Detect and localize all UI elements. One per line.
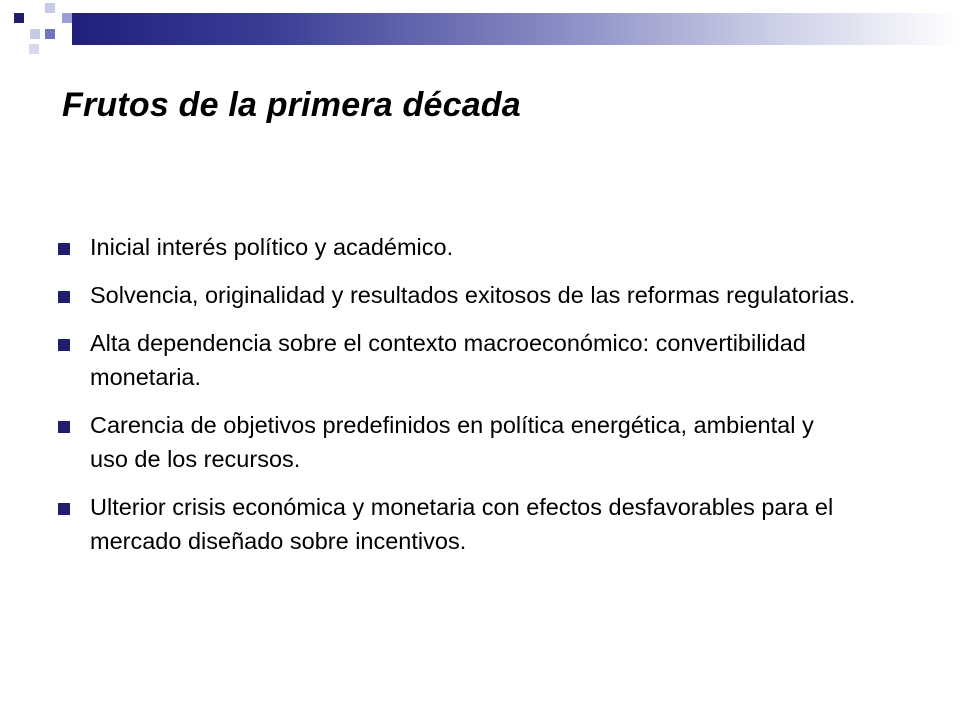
bullet-item — [58, 326, 858, 394]
bullet-item — [58, 278, 858, 312]
header-gradient-bar — [72, 13, 960, 45]
bullet-item — [58, 490, 858, 558]
bullet-text: Ulterior crisis económica y monetaria con efectos desfavorables para el mercado diseñado sobre incentivos. — [90, 494, 834, 554]
bullet-text: Inicial interés político y académico. — [90, 234, 454, 260]
decorative-square — [45, 3, 55, 13]
bullet-item — [58, 408, 858, 476]
square-bullet-icon — [58, 339, 70, 351]
slide-title: Frutos de la primera década — [62, 86, 521, 124]
decorative-square — [14, 13, 24, 23]
bullet-text: Solvencia, originalidad y resultados exitosos de las reformas regulatorias. — [90, 282, 856, 308]
decorative-square — [30, 29, 40, 39]
bullet-item — [58, 230, 858, 264]
bullet-text: Carencia de objetivos predefinidos en política energética, ambiental y uso de los recursos. — [90, 412, 814, 472]
square-bullet-icon — [58, 243, 70, 255]
bullet-text: Alta dependencia sobre el contexto macroeconómico: convertibilidad monetaria. — [90, 330, 806, 390]
decorative-square — [62, 13, 72, 23]
bullet-list — [58, 230, 858, 572]
square-bullet-icon — [58, 503, 70, 515]
decorative-square — [45, 29, 55, 39]
square-bullet-icon — [58, 421, 70, 433]
square-bullet-icon — [58, 291, 70, 303]
decorative-square — [29, 44, 39, 54]
